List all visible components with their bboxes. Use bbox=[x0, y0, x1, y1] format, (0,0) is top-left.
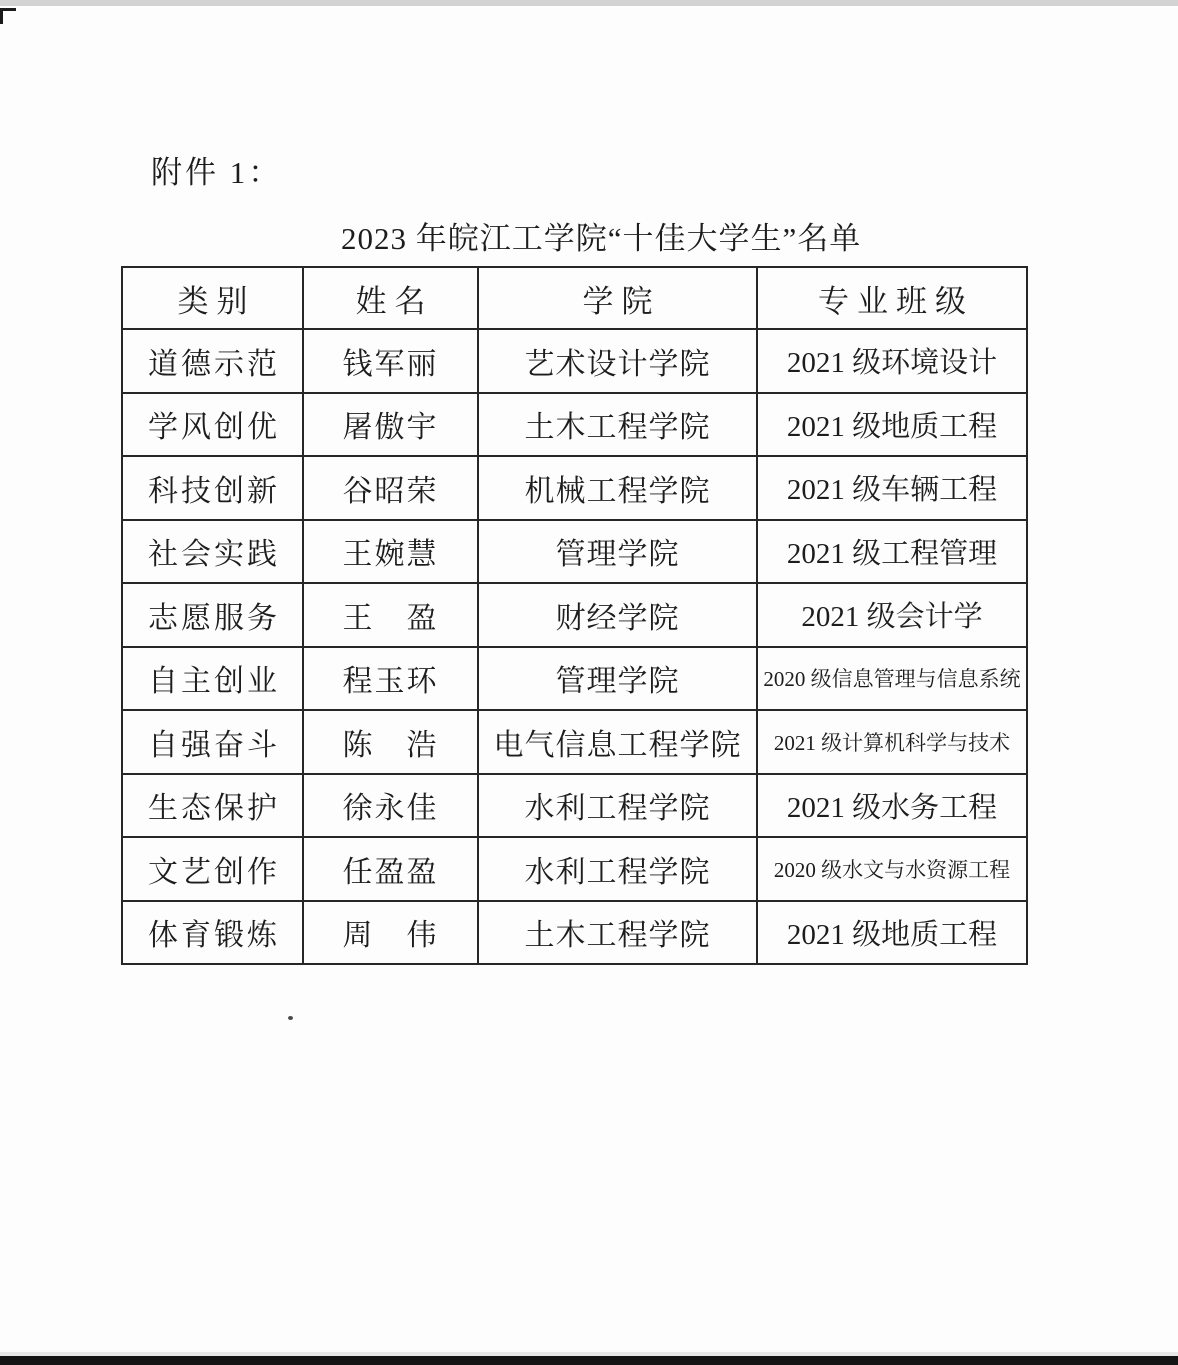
table-row bbox=[122, 901, 1027, 965]
cell-name: 谷昭荣 bbox=[303, 456, 478, 520]
cell-category: 志愿服务 bbox=[122, 583, 303, 647]
table-row bbox=[122, 583, 1027, 647]
attachment-label: 附件 1： bbox=[151, 155, 283, 190]
cell-college: 水利工程学院 bbox=[478, 774, 757, 838]
cell-name: 周 伟 bbox=[303, 901, 478, 965]
cell-college: 水利工程学院 bbox=[478, 837, 757, 901]
col-header-name: 姓名 bbox=[303, 267, 478, 329]
scan-corner-artifact bbox=[0, 8, 16, 24]
table-row bbox=[122, 837, 1027, 901]
cell-category: 科技创新 bbox=[122, 456, 303, 520]
table-row bbox=[122, 710, 1027, 774]
cell-name: 徐永佳 bbox=[303, 774, 478, 838]
document-title: 2023 年皖江工学院“十佳大学生”名单 bbox=[341, 221, 862, 256]
cell-category: 自主创业 bbox=[122, 647, 303, 711]
col-header-category: 类别 bbox=[122, 267, 303, 329]
scan-edge-top-strip bbox=[0, 0, 1178, 6]
cell-name: 陈 浩 bbox=[303, 710, 478, 774]
cell-major: 2021 级环境设计 bbox=[757, 329, 1027, 393]
cell-name: 王 盈 bbox=[303, 583, 478, 647]
cell-category: 生态保护 bbox=[122, 774, 303, 838]
table-row bbox=[122, 774, 1027, 838]
cell-college: 艺术设计学院 bbox=[478, 329, 757, 393]
cell-name: 屠傲宇 bbox=[303, 393, 478, 457]
cell-major: 2021 级会计学 bbox=[757, 583, 1027, 647]
cell-college: 土木工程学院 bbox=[478, 393, 757, 457]
cell-category: 文艺创作 bbox=[122, 837, 303, 901]
cell-major: 2020 级水文与水资源工程 bbox=[757, 837, 1027, 901]
cell-major: 2021 级工程管理 bbox=[757, 520, 1027, 584]
table-row bbox=[122, 393, 1027, 457]
students-table bbox=[121, 266, 1028, 965]
scan-edge-bottom-black bbox=[0, 1356, 1178, 1365]
cell-college: 管理学院 bbox=[478, 647, 757, 711]
cell-name: 钱军丽 bbox=[303, 329, 478, 393]
cell-category: 学风创优 bbox=[122, 393, 303, 457]
table-row bbox=[122, 329, 1027, 393]
cell-college: 机械工程学院 bbox=[478, 456, 757, 520]
scan-dot-artifact bbox=[288, 1016, 293, 1020]
cell-college: 管理学院 bbox=[478, 520, 757, 584]
cell-major: 2021 级地质工程 bbox=[757, 901, 1027, 965]
cell-name: 王婉慧 bbox=[303, 520, 478, 584]
cell-major: 2021 级水务工程 bbox=[757, 774, 1027, 838]
table-row bbox=[122, 647, 1027, 711]
cell-category: 体育锻炼 bbox=[122, 901, 303, 965]
cell-major: 2020 级信息管理与信息系统 bbox=[757, 647, 1027, 711]
cell-name: 任盈盈 bbox=[303, 837, 478, 901]
col-header-major: 专业班级 bbox=[757, 267, 1027, 329]
table-row bbox=[122, 520, 1027, 584]
cell-major: 2021 级车辆工程 bbox=[757, 456, 1027, 520]
cell-major: 2021 级计算机科学与技术 bbox=[757, 710, 1027, 774]
cell-college: 电气信息工程学院 bbox=[478, 710, 757, 774]
col-header-college: 学院 bbox=[478, 267, 757, 329]
cell-college: 财经学院 bbox=[478, 583, 757, 647]
cell-category: 自强奋斗 bbox=[122, 710, 303, 774]
cell-category: 道德示范 bbox=[122, 329, 303, 393]
table-body bbox=[122, 329, 1027, 964]
cell-name: 程玉环 bbox=[303, 647, 478, 711]
cell-major: 2021 级地质工程 bbox=[757, 393, 1027, 457]
cell-college: 土木工程学院 bbox=[478, 901, 757, 965]
table-row bbox=[122, 456, 1027, 520]
cell-category: 社会实践 bbox=[122, 520, 303, 584]
table-header-row bbox=[122, 267, 1027, 329]
